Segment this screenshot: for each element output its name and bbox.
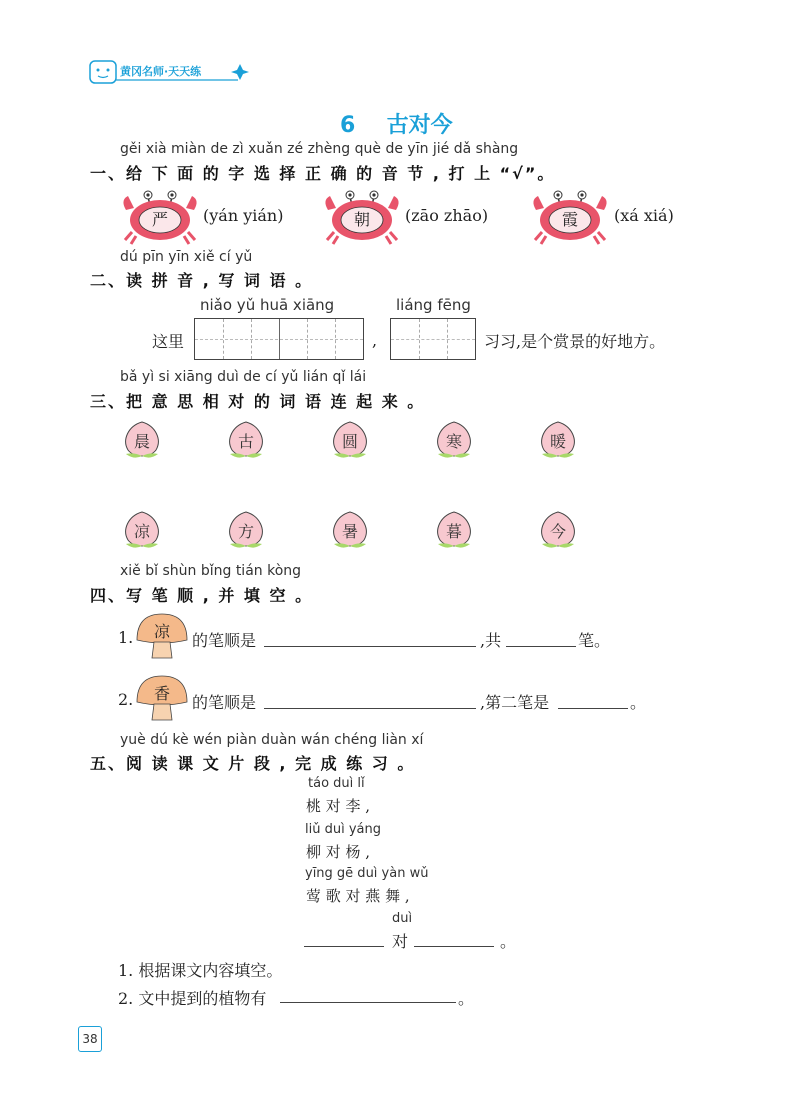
q2-second-stroke-blank[interactable] xyxy=(558,708,628,709)
peach-char: 暑 xyxy=(341,522,358,541)
section1-pinyin: gěi xià miàn de zì xuǎn zé zhèng què de yīn jié dǎ shàng xyxy=(120,141,519,157)
q2-text-a: 的笔顺是 xyxy=(192,693,257,712)
peach-top-4[interactable] xyxy=(432,418,476,462)
mushroom-char: 香 xyxy=(153,684,170,703)
crab-options-3: (xá xiá) xyxy=(614,206,674,225)
section5-pinyin: yuè dú kè wén piàn duàn wán chéng liàn xí xyxy=(120,732,424,748)
section5-q2-end: 。 xyxy=(458,989,475,1008)
section2-comma: , xyxy=(372,331,378,350)
section5-q2-blank[interactable] xyxy=(280,1002,456,1003)
section5-q1: 1. 根据课文内容填空。 xyxy=(118,961,283,980)
writing-grid-b[interactable] xyxy=(390,318,476,360)
peach-char: 凉 xyxy=(133,522,150,541)
poem-line-2: 柳 对 杨 , xyxy=(306,843,371,861)
section3-pinyin: bǎ yì si xiāng duì de cí yǔ lián qǐ lái xyxy=(120,369,367,385)
mushroom-char: 凉 xyxy=(153,622,170,641)
mushroom-card-1 xyxy=(133,610,191,658)
crab-card-2 xyxy=(322,188,402,248)
crab-char: 严 xyxy=(151,210,168,229)
q1-text-c: 笔。 xyxy=(578,631,611,650)
section5-q2: 2. 文中提到的植物有 xyxy=(118,989,267,1008)
poem-blank-end: 。 xyxy=(500,932,517,951)
q2-stroke-blank[interactable] xyxy=(264,708,476,709)
section2-heading: 二、读 拼 音 , 写 词 语 。 xyxy=(90,271,314,290)
peach-top-5[interactable] xyxy=(536,418,580,462)
crab-char: 朝 xyxy=(353,210,370,229)
crab-options-2: (zāo zhāo) xyxy=(405,206,489,225)
peach-char: 寒 xyxy=(445,432,462,451)
mushroom-card-2 xyxy=(133,672,191,720)
peach-char: 暮 xyxy=(445,522,462,541)
poem-line-3: 莺 歌 对 燕 舞 , xyxy=(306,887,410,905)
peach-top-2[interactable] xyxy=(224,418,268,462)
q1-number: 1. xyxy=(118,628,134,647)
poem-pinyin-1: táo duì lǐ xyxy=(308,776,365,791)
q1-stroke-blank[interactable] xyxy=(264,646,476,647)
section1-heading: 一、给 下 面 的 字 选 择 正 确 的 音 节 , 打 上 “√”。 xyxy=(90,164,556,183)
section2-pinyin-a: niǎo yǔ huā xiāng xyxy=(200,296,335,314)
poem-blank-left[interactable] xyxy=(304,946,384,947)
section2-pinyin: dú pīn yīn xiě cí yǔ xyxy=(120,249,253,265)
crab-card-3 xyxy=(530,188,610,248)
poem-blank-mid: 对 xyxy=(392,932,409,951)
poem-line-1: 桃 对 李 , xyxy=(306,797,371,815)
page-number-text: 38 xyxy=(82,1032,98,1046)
peach-top-1[interactable] xyxy=(120,418,164,462)
q2-text-c: 。 xyxy=(630,693,647,712)
writing-grid-a[interactable] xyxy=(194,318,364,360)
poem-pinyin-2: liǔ duì yáng xyxy=(305,822,381,837)
peach-bottom-3[interactable] xyxy=(328,508,372,552)
section4-heading: 四、写 笔 顺 , 并 填 空 。 xyxy=(90,586,314,605)
peach-bottom-1[interactable] xyxy=(120,508,164,552)
crab-options-1: (yán yián) xyxy=(203,206,284,225)
peach-char: 暖 xyxy=(549,432,566,451)
peach-char: 圆 xyxy=(341,432,358,451)
q1-text-a: 的笔顺是 xyxy=(192,631,257,650)
peach-char: 方 xyxy=(237,522,254,541)
crab-char: 霞 xyxy=(561,210,578,229)
q2-text-b: ,第二笔是 xyxy=(480,693,550,712)
peach-char: 晨 xyxy=(133,432,150,451)
section2-prefix: 这里 xyxy=(152,332,185,351)
peach-bottom-5[interactable] xyxy=(536,508,580,552)
section4-pinyin: xiě bǐ shùn bǐng tián kòng xyxy=(120,563,302,579)
page-title xyxy=(340,108,453,139)
crab-card-1 xyxy=(120,188,200,248)
peach-top-3[interactable] xyxy=(328,418,372,462)
lesson-number: 6 xyxy=(340,113,356,138)
q1-text-b: ,共 xyxy=(480,631,502,650)
peach-char: 今 xyxy=(549,522,566,541)
poem-pinyin-3: yīng gē duì yàn wǔ xyxy=(305,866,429,881)
header-brand xyxy=(88,58,258,86)
section2-pinyin-b: liáng fēng xyxy=(396,296,471,314)
poem-blank-pinyin: duì xyxy=(392,911,413,926)
lesson-title: 古对今 xyxy=(386,113,453,138)
section2-suffix: 习习,是个赏景的好地方。 xyxy=(484,332,666,351)
q2-number: 2. xyxy=(118,690,134,709)
q1-count-blank[interactable] xyxy=(506,646,576,647)
brand-text: 黄冈名师·天天练 xyxy=(120,65,202,78)
peach-bottom-4[interactable] xyxy=(432,508,476,552)
peach-char: 古 xyxy=(237,432,254,451)
section3-heading: 三、把 意 思 相 对 的 词 语 连 起 来 。 xyxy=(90,392,426,411)
peach-bottom-2[interactable] xyxy=(224,508,268,552)
poem-blank-right[interactable] xyxy=(414,946,494,947)
section5-heading: 五、阅 读 课 文 片 段 , 完 成 练 习 。 xyxy=(90,754,416,773)
page-number xyxy=(78,1026,102,1052)
